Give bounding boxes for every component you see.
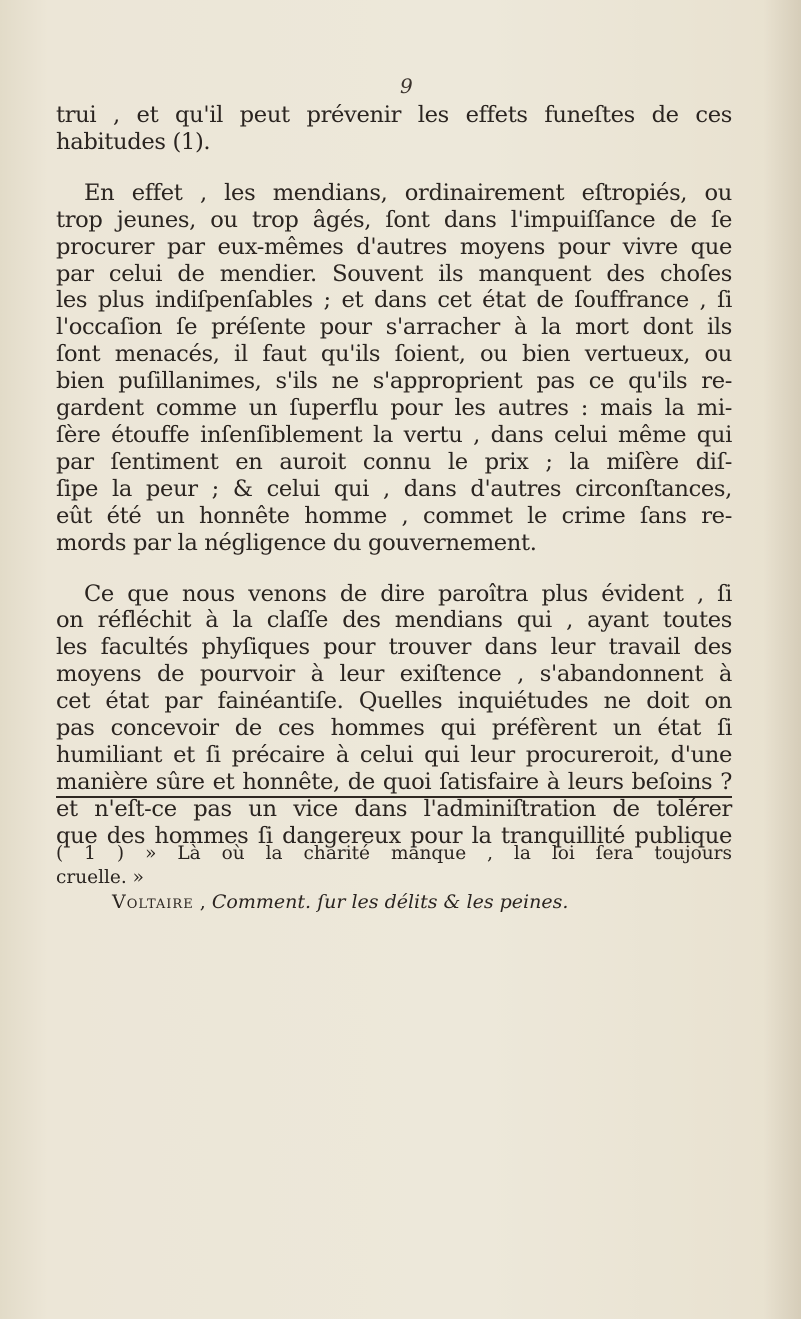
paragraph-1 <box>56 102 732 156</box>
text-line: trui , et qu'il peut prévenir les effets funeſtes de ces <box>56 102 732 128</box>
text-line: gardent comme un ſuperflu pour les autres : mais la mi- <box>56 395 732 422</box>
text-line: que des hommes ſi dangereux pour la tranquillité publique <box>56 822 732 849</box>
text-line: pas concevoir de ces hommes qui préfèrent un état ſi <box>56 715 732 742</box>
text-line: procurer par eux-mêmes d'autres moyens pour vivre que <box>56 233 732 260</box>
text-line: moyens de pourvoir à leur exiſtence , s'abandonnent à <box>56 661 732 688</box>
text-line: eût été un honnête homme , commet le crime ſans re- <box>56 502 732 529</box>
text-line: cet état par fainéantiſe. Quelles inquiétudes ne doit on <box>56 688 732 715</box>
text-line: les plus indiſpenſables ; et dans cet état de ſouffrance , ſi <box>56 287 732 314</box>
text-line: ſont menacés, il faut qu'ils ſoient, ou bien vertueux, ou <box>56 341 732 368</box>
paragraph-2 <box>56 180 732 557</box>
footnote-work: Comment. ſur les délits & les peines. <box>211 891 569 913</box>
page-number: 9 <box>400 74 413 98</box>
paragraph-3 <box>56 581 732 850</box>
page-edge-shadow <box>763 0 801 1319</box>
text-line: mords par la négligence du gouvernement. <box>56 529 537 556</box>
footnote-text: » Là où la charité manque , la loi ſera toujours <box>145 843 732 864</box>
main-text <box>56 102 732 850</box>
text-line: par ſentiment en auroit connu le prix ; la miſère diſ- <box>56 448 732 475</box>
text-line: habitudes (1). <box>56 128 211 155</box>
text-line: En effet , les mendians, ordinairement eſtropiés, ou <box>84 179 732 206</box>
footnote-author: Voltaire <box>112 891 194 913</box>
footnote <box>56 842 732 890</box>
text-line: Ce que nous venons de dire paroîtra plus évident , ſi <box>84 580 732 607</box>
text-line: manière sûre et honnête, de quoi ſatisfaire à leurs beſoins ? <box>56 768 732 795</box>
text-line: et n'eſt-ce pas un vice dans l'adminiſtration de tolérer <box>56 795 732 822</box>
text-line: ſipe la peur ; & celui qui , dans d'autres circonſtances, <box>56 475 732 502</box>
footnote-marker: ( 1 ) <box>56 843 125 864</box>
footnote-attribution: Voltaire , Comment. ſur les délits & les peines. <box>112 891 569 913</box>
text-line: on réfléchit à la claſſe des mendians qui , ayant toutes <box>56 607 732 634</box>
text-line: ſère étouffe inſenſiblement la vertu , dans celui même qui <box>56 421 732 448</box>
footnote-rule <box>56 796 732 798</box>
text-line: les facultés phyſiques pour trouver dans leur travail des <box>56 634 732 661</box>
text-line: l'occaſion ſe préſente pour s'arracher à la mort dont ils <box>56 314 732 341</box>
footnote-continuation: cruelle. » <box>56 867 144 888</box>
text-line: bien puſillanimes, s'ils ne s'approprient pas ce qu'ils re- <box>56 368 732 395</box>
text-line: par celui de mendier. Souvent ils manquent des choſes <box>56 260 732 287</box>
text-line: trop jeunes, ou trop âgés, ſont dans l'impuiſſance de ſe <box>56 206 732 233</box>
text-line: humiliant et ſi précaire à celui qui leur procureroit, d'une <box>56 741 732 768</box>
